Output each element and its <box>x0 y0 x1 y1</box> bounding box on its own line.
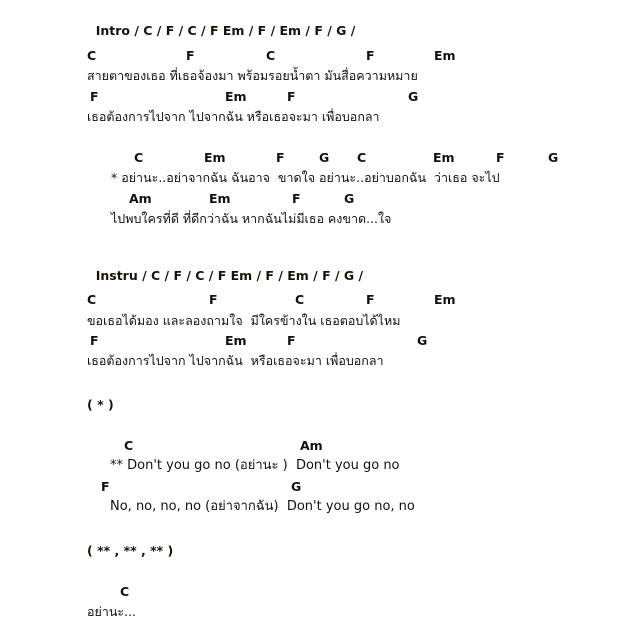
chord: C <box>87 48 97 63</box>
instru-label: Instru <box>95 268 138 283</box>
intro-label: Intro <box>95 23 130 38</box>
chord: C <box>266 48 276 63</box>
chord: Em <box>434 292 456 307</box>
chord: F <box>90 333 99 348</box>
chord: G <box>319 150 330 165</box>
chord: F <box>209 292 218 307</box>
lyric-line: อย่านะ... <box>87 604 137 619</box>
lyric-line: ไปพบใครที่ดี ที่ดีกว่าฉัน หากฉันไม่มีเธอ คงขาด...ใจ <box>111 211 392 226</box>
chord: F <box>496 150 505 165</box>
chord: Am <box>300 438 323 453</box>
chord: Am <box>129 191 152 206</box>
lyric-line: เธอต้องการไปจาก ไปจากฉัน หรือเธอจะมา เพื่อบอกลา <box>87 353 384 368</box>
chord: C <box>120 584 130 599</box>
repeat-chorus-marker: ( * ) <box>87 397 114 412</box>
chord: G <box>408 89 419 104</box>
instru-line <box>87 252 363 284</box>
chord: Em <box>209 191 231 206</box>
chord: C <box>134 150 144 165</box>
chord: C <box>124 438 134 453</box>
chord: C <box>87 292 97 307</box>
chord: F <box>276 150 285 165</box>
lyric-line: ขอเธอได้มอง และลองถามใจ มีใครข้างใน เธอตอบได้ไหม <box>87 313 401 328</box>
intro-progression: / C / F / C / F Em / F / Em / F / G / <box>130 23 356 38</box>
chord: F <box>186 48 195 63</box>
repeat-bridge-marker: ( ** , ** , ** ) <box>87 543 174 558</box>
lyric-line: No, no, no, no (อย่าจากฉัน) Don't you go no, no <box>110 499 415 514</box>
chord: Em <box>225 333 247 348</box>
chord: F <box>292 191 301 206</box>
lyric-line: ** Don't you go no (อย่านะ ) Don't you go no <box>110 458 400 473</box>
instru-progression: / C / F / C / F Em / F / Em / F / G / <box>137 268 364 283</box>
chord: Em <box>204 150 226 165</box>
chord: F <box>101 479 110 494</box>
intro-line <box>87 7 355 39</box>
chord: G <box>548 150 559 165</box>
chord: Em <box>225 89 247 104</box>
chord: G <box>344 191 355 206</box>
chord: C <box>295 292 305 307</box>
chord: F <box>366 48 375 63</box>
chord: F <box>90 89 99 104</box>
lyric-line: เธอต้องการไปจาก ไปจากฉัน หรือเธอจะมา เพื่อบอกลา <box>87 109 380 124</box>
chord: Em <box>433 150 455 165</box>
chord: F <box>366 292 375 307</box>
chord: F <box>287 333 296 348</box>
lyric-line: สายตาของเธอ ที่เธอจ้องมา พร้อมรอยน้ำตา มันสื่อความหมาย <box>87 68 418 83</box>
chord: G <box>291 479 302 494</box>
chord: G <box>417 333 428 348</box>
chord: C <box>357 150 367 165</box>
chord: Em <box>434 48 456 63</box>
lyric-line: * อย่านะ..อย่าจากฉัน ฉันอาจ ขาดใจ อย่านะ..อย่าบอกฉัน ว่าเธอ จะไป <box>111 170 500 185</box>
chord: F <box>287 89 296 104</box>
